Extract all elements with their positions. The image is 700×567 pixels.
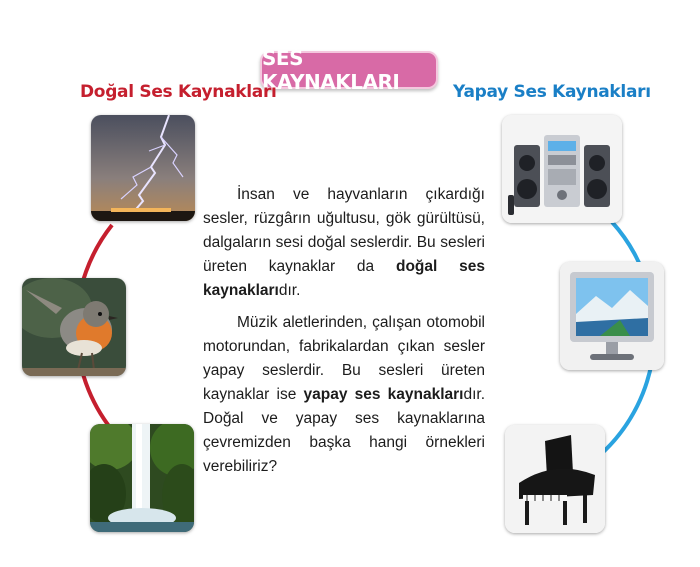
robin-bird-image <box>22 278 126 376</box>
stereo-system-image <box>502 115 622 223</box>
paragraph1-bold: doğal ses kaynakları <box>203 258 485 299</box>
paragraph2-bold: yapay ses kaynakları <box>303 386 464 403</box>
paragraph2-text-end: dır. Doğal ve yapay ses kaynaklarına çevremizden başka hangi örnekleri verebiliriz? <box>203 386 486 475</box>
paragraph2-text: Müzik aletlerinden, çalışan otomobil motorundan, fabrikalardan çıkan sesler yapay seslerdir. Bu sesleri üreten kaynaklar ise <box>203 314 485 403</box>
natural-sources-title: Doğal Ses Kaynakları <box>80 82 277 102</box>
lightning-image <box>91 115 195 221</box>
artificial-sources-title: Yapay Ses Kaynakları <box>453 82 651 102</box>
paragraph-artificial <box>203 311 485 479</box>
grand-piano-image <box>505 425 605 533</box>
main-text <box>203 183 485 487</box>
page-title: SES KAYNAKLARI <box>262 46 400 94</box>
paragraph-natural <box>203 183 485 303</box>
paragraph1-text-end: dır. <box>278 282 301 299</box>
paragraph1-text: İnsan ve hayvanların çıkardığı sesler, rüzgârın uğultusu, gök gürültüsü, dalgaların sesi doğal seslerdir. Bu sesleri üreten kaynaklar da <box>203 186 485 275</box>
waterfall-image <box>90 424 194 532</box>
monitor-image <box>560 262 664 370</box>
